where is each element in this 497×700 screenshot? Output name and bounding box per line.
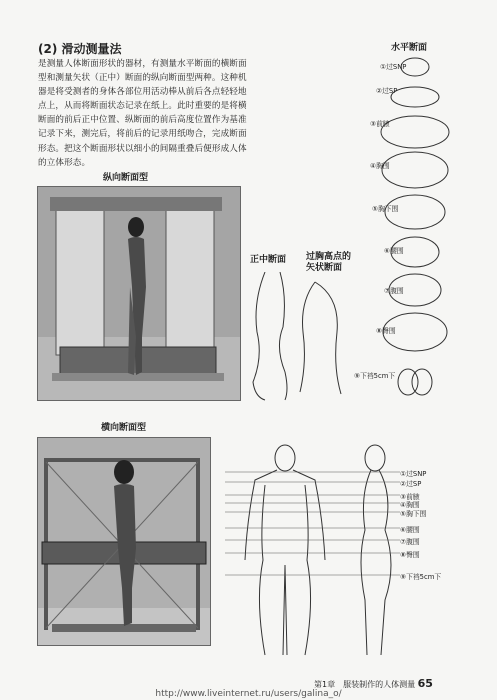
- body-level-label-5: ⑤胸下围: [400, 510, 427, 518]
- cross-section-shapes: [360, 52, 470, 402]
- body-level-label-3: ③前腋: [400, 493, 420, 501]
- sagittal-profiles: [245, 272, 355, 402]
- level-label-4: ④胸围: [370, 162, 390, 170]
- body-level-diagram: [225, 440, 465, 665]
- level-label-8: ⑧臀围: [376, 327, 396, 335]
- level-label-3: ③前腋: [370, 120, 390, 128]
- level-label-2: ②过SP: [376, 87, 398, 95]
- page-number: 65: [417, 677, 433, 690]
- section-heading: (2) 滑动测量法: [38, 42, 122, 56]
- body-level-label-7: ⑦腹围: [400, 538, 420, 546]
- chapter-title: 第1章 服装制作的人体测量: [314, 680, 416, 689]
- caption-bust-sagittal: 过胸高点的矢状断面: [306, 252, 352, 273]
- horizontal-device-photo: [37, 437, 211, 646]
- source-url: http://www.liveinternet.ru/users/galina_o/: [155, 689, 342, 699]
- level-label-1: ①过SNP: [380, 63, 407, 71]
- body-paragraph: 是测量人体断面形状的器材，有测量水平断面的横断面型和测量矢状（正中）断面的纵向断面型两种。这种机器是将受测者的身体各部位用活动棒从前后各点轻轻地点上，从而将断面状态记录在纸上。此时重要的是将横断面的前后正中位置、纵断面的前后高度位置作为基准记录下来，测完后，将前后的记录用纸吻合，完成断面形态。把这个断面形状以细小的间隔重叠后便形成人体的立体形态。: [38, 59, 247, 168]
- caption-median-section: 正中断面: [250, 255, 287, 265]
- body-level-label-4: ④胸围: [400, 501, 420, 509]
- caption-horizontal-section: 水平断面: [391, 43, 428, 53]
- vertical-device-photo: [37, 186, 241, 401]
- caption-vertical: 纵向断面型: [103, 173, 149, 183]
- level-label-6: ⑥腰围: [384, 247, 404, 255]
- level-label-9: ⑨下裆5cm下: [354, 372, 396, 380]
- level-label-7: ⑦腹围: [384, 287, 404, 295]
- body-level-label-8: ⑧臀围: [400, 551, 420, 559]
- body-level-label-9: ⑨下裆5cm下: [400, 573, 442, 581]
- body-level-label-2: ②过SP: [400, 480, 422, 488]
- body-level-label-1: ①过SNP: [400, 470, 427, 478]
- level-label-5: ⑤胸下围: [372, 205, 399, 213]
- body-level-label-6: ⑥腰围: [400, 526, 420, 534]
- caption-horizontal: 横向断面型: [101, 423, 147, 433]
